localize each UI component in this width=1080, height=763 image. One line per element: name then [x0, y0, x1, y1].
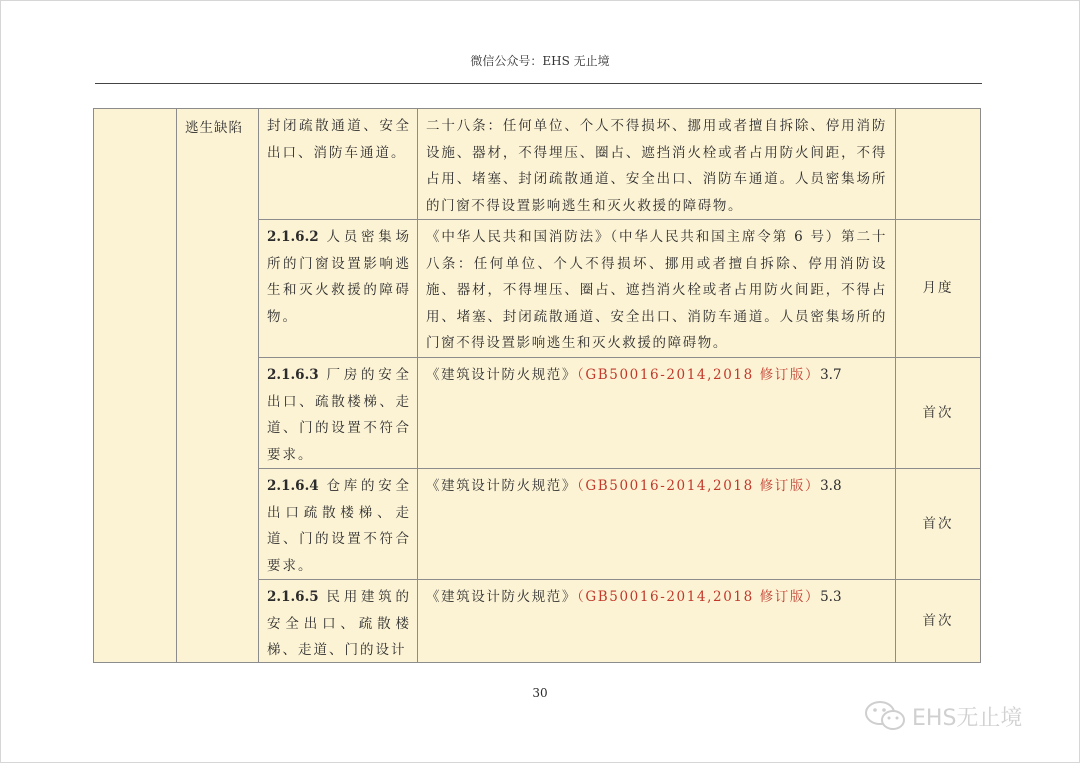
page-number: 30 [532, 686, 548, 700]
frequency-text: 首次 [922, 612, 954, 629]
basis-title: 《建筑设计防火规范》 [426, 589, 577, 605]
item-text: 仓库的安全出口疏散楼梯、走道、门的设置不符合要求。 [267, 478, 411, 574]
item-code: 2.1.6.5 [267, 589, 319, 605]
header-rule [95, 83, 982, 84]
item-cell [259, 580, 418, 663]
wechat-icon [864, 700, 908, 732]
basis-text: 二十八条：任何单位、个人不得损坏、挪用或者擅自拆除、停用消防设施、器材，不得埋压、圈占、遮挡消火栓或者占用防火间距，不得占用、堵塞、封闭疏散通道、安全出口、消防车通道。人员密集场所的门窗不得设置影响逃生和灭火救援的障碍物。 [426, 118, 887, 214]
item-cell [259, 358, 418, 469]
item-code: 2.1.6.2 [267, 229, 319, 245]
basis-standard: （GB50016-2014,2018 修订版） [577, 478, 821, 494]
frequency-text: 首次 [922, 404, 954, 421]
basis-title: 《建筑设计防火规范》 [426, 367, 577, 383]
watermark [864, 700, 1022, 732]
frequency-text: 月度 [922, 280, 954, 297]
basis-cell [418, 358, 896, 469]
category-label: 逃生缺陷 [185, 120, 243, 136]
basis-text: 二十八条：任何单位、个人不得损坏、挪用或者擅自拆除、停用消防设施、器材，不得埋压、圈占、遮挡消火栓或者占用防火间距，不得占用、堵塞、封闭疏散通道、安全出口、消防车通道。人员密集场所的门窗不得设置影响逃生和灭火救援的障碍物。 [426, 229, 888, 351]
hazard-table [93, 108, 981, 663]
basis-standard: （GB50016-2014,2018 修订版） [577, 589, 821, 605]
frequency-text: 首次 [922, 515, 954, 532]
item-text: 民用建筑的安全出口、疏散楼梯、走道、门的设计 [267, 589, 411, 658]
basis-clause: 3.8 [820, 478, 842, 494]
basis-cell [418, 469, 896, 580]
blank-cell [94, 109, 177, 663]
frequency-cell [896, 220, 981, 358]
table-row [94, 109, 981, 220]
basis-cell [418, 580, 896, 663]
frequency-cell [896, 469, 981, 580]
item-code: 2.1.6.4 [267, 478, 319, 494]
item-text: 厂房的安全出口、疏散楼梯、走道、门的设置不符合要求。 [267, 367, 411, 463]
item-text: 封闭疏散通道、安全出口、消防车通道。 [267, 118, 411, 161]
basis-intro: 《中华人民共和国消防法》（中华人民共和国主席令第 6 号）第 [426, 229, 857, 245]
item-cell [259, 469, 418, 580]
frequency-cell [896, 109, 981, 220]
frequency-cell [896, 580, 981, 663]
item-text: 人员密集场所的门窗设置影响逃生和灭火救援的障碍物。 [267, 229, 411, 325]
item-cell [259, 109, 418, 220]
basis-clause: 3.7 [820, 367, 842, 383]
basis-clause: 5.3 [820, 589, 842, 605]
basis-cell [418, 109, 896, 220]
category-cell [177, 109, 259, 663]
basis-standard: （GB50016-2014,2018 修订版） [577, 367, 821, 383]
frequency-cell [896, 358, 981, 469]
basis-title: 《建筑设计防火规范》 [426, 478, 577, 494]
page-header: 微信公众号：EHS 无止境 [470, 54, 610, 68]
basis-cell [418, 220, 896, 358]
item-code: 2.1.6.3 [267, 367, 319, 383]
watermark-text: EHS无止境 [912, 705, 1023, 731]
item-cell [259, 220, 418, 358]
